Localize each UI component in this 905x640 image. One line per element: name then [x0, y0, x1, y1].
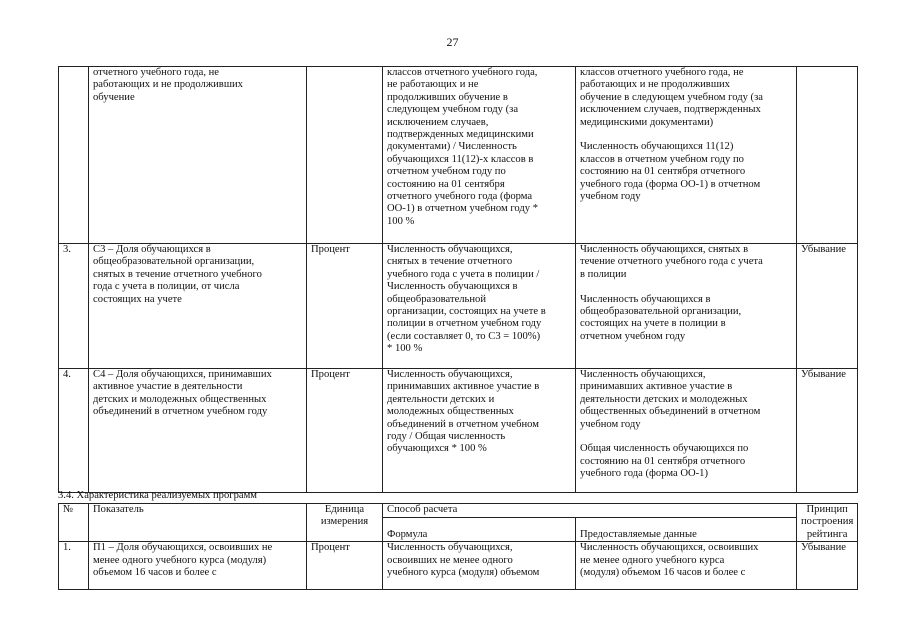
row-number	[59, 67, 89, 244]
formula-cell: классов отчетного учебного года, не работающих и не продолживших обучение в следующем учебном году (за исключением случаев, подтвержденных медицинскими документами) / Численность обучающихся 11(12)-х классов в отчетном учебном году по состоянию на 01 сентября отчетного учебного года (форма ОО-1) в отчетном учебном году * 100 %	[383, 67, 576, 244]
row-number: 3.	[59, 244, 89, 369]
row-number: 1.	[59, 542, 89, 590]
programs-table	[58, 503, 858, 590]
indicator-cell: отчетного учебного года, не работающих и не продолживших обучение	[89, 67, 307, 244]
data-cell: Численность обучающихся, освоивших не менее одного учебного курса (модуля) объемом 16 часов и более с	[576, 542, 797, 590]
header-number: №	[59, 504, 89, 542]
header-formula: Формула	[383, 518, 576, 542]
header-unit: Единица измерения	[307, 504, 383, 542]
row-number: 4.	[59, 369, 89, 493]
rating-cell: Убывание	[797, 369, 858, 493]
data-cell: Численность обучающихся, снятых в течение отчетного учебного года с учета в полиции Численность обучающихся в общеобразовательной организации, состоящих на учете в полиции в отчетном учебном году	[576, 244, 797, 369]
formula-cell: Численность обучающихся, принимавших активное участие в деятельности детских и молодежных общественных объединений в отчетном учебном году / Общая численность обучающихся * 100 %	[383, 369, 576, 493]
unit-cell	[307, 67, 383, 244]
indicator-cell: С3 – Доля обучающихся в общеобразовательной организации, снятых в течение отчетного учебного года с учета в полиции, от числа состоящих на учете	[89, 244, 307, 369]
data-cell: Численность обучающихся, принимавших активное участие в деятельности детских и молодежных общественных объединений в отчетном учебном году Общая численность обучающихся по состоянию на 01 сентября отчетного учебного года (форма ОО-1)	[576, 369, 797, 493]
table-row	[59, 369, 858, 493]
indicator-cell: С4 – Доля обучающихся, принимавших активное участие в деятельности детских и молодежных общественных объединений в отчетном учебном году	[89, 369, 307, 493]
formula-cell: Численность обучающихся, освоивших не менее одного учебного курса (модуля) объемом	[383, 542, 576, 590]
header-indicator: Показатель	[89, 504, 307, 542]
header-data: Предоставляемые данные	[576, 518, 797, 542]
table-row	[59, 67, 858, 244]
table-header-row	[59, 504, 858, 518]
indicator-cell: П1 – Доля обучающихся, освоивших не менее одного учебного курса (модуля) объемом 16 часов и более с	[89, 542, 307, 590]
page-number: 27	[446, 35, 459, 49]
section-caption: 3.4. Характеристика реализуемых программ	[58, 490, 258, 501]
unit-cell: Процент	[307, 542, 383, 590]
rating-cell: Убывание	[797, 244, 858, 369]
rating-cell: Убывание	[797, 542, 858, 590]
unit-cell: Процент	[307, 244, 383, 369]
table-row	[59, 542, 858, 590]
data-cell: классов отчетного учебного года, не работающих и не продолживших обучение в следующем учебном году (за исключением случаев, подтвержденных медицинскими документами) Численность обучающихся 11(12) классов в отчетном учебном году по состоянию на 01 сентября отчетного учебного года (форма ОО-1) в отчетном учебном году	[576, 67, 797, 244]
unit-cell: Процент	[307, 369, 383, 493]
table-row	[59, 244, 858, 369]
indicators-table-continued	[58, 66, 858, 493]
header-method: Способ расчета	[383, 504, 797, 518]
header-rating: Принцип построения рейтинга	[797, 504, 858, 542]
formula-cell: Численность обучающихся, снятых в течение отчетного учебного года с учета в полиции / Численность обучающихся в общеобразовательной организации, состоящих на учете в полиции в отчетном учебном году (если составляет 0, то С3 = 100%) * 100 %	[383, 244, 576, 369]
rating-cell	[797, 67, 858, 244]
